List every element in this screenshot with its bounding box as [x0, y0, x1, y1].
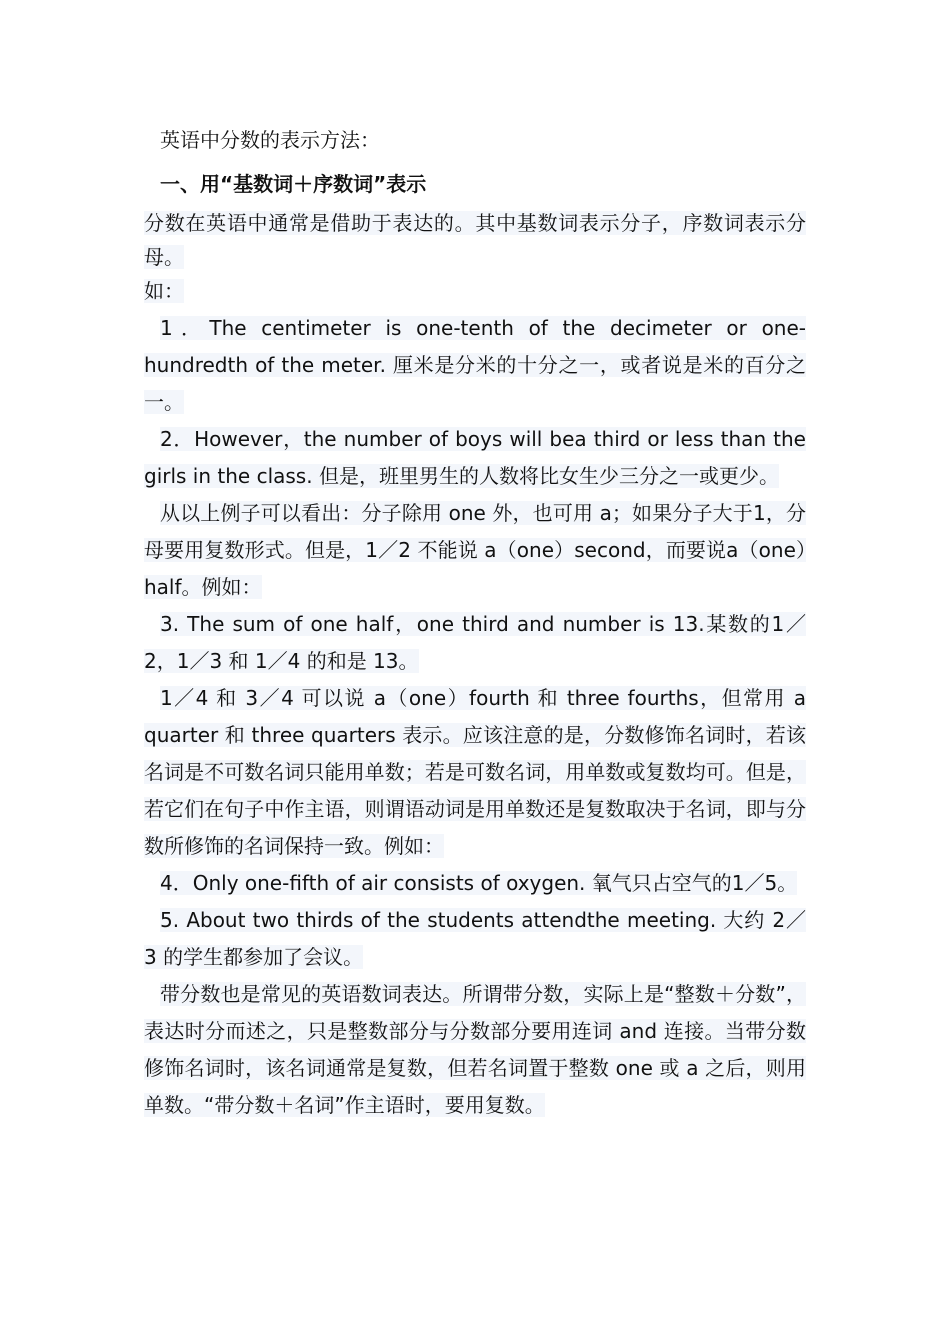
paragraph-intro-text: 分数在英语中通常是借助于表达的。其中基数词表示分子，序数词表示分母。 — [144, 211, 806, 269]
paragraph-mixed-fractions — [144, 976, 806, 1124]
example-2 — [144, 421, 806, 495]
paragraph-mixed-fractions-text: 带分数也是常见的英语数词表达。所谓带分数，实际上是“整数＋分数”，表达时分而述之，只是整数部分与分数部分要用连词 and 连接。当带分数修饰名词时，该名词通常是复数，但若名词置于整数 one 或 a 之后，则用单数。“带分数＋名词”作主语时，要用复数。 — [144, 982, 806, 1117]
example-3-text: 3. The sum of one half，one third and number is 13.某数的1／2，1／3 和 1／4 的和是 13。 — [144, 612, 806, 673]
paragraph-quarter — [144, 680, 806, 865]
section-heading-text: 一、用“基数词＋序数词”表示 — [160, 172, 427, 196]
paragraph-intro — [144, 206, 806, 274]
example-3 — [144, 606, 806, 680]
example-4-text: 4．Only one-fifth of air consists of oxygen. 氧气只占空气的1／5。 — [160, 871, 798, 895]
example-4 — [144, 865, 806, 902]
document-body — [144, 118, 806, 1124]
example-1-text: 1．The centimeter is one-tenth of the decimeter or one-hundredth of the meter. 厘米是分米的十分之一，或者说是米的百分之一。 — [144, 316, 806, 414]
document-title — [144, 118, 806, 162]
paragraph-ru-text: 如： — [144, 279, 184, 303]
example-5 — [144, 902, 806, 976]
section-heading — [144, 162, 806, 206]
paragraph-quarter-text: 1／4 和 3／4 可以说 a（one）fourth 和 three fourths，但常用 a quarter 和 three quarters 表示。应该注意的是，分数修饰名词时，若该名词是不可数名词只能用单数；若是可数名词，用单数或复数均可。但是，若它们在句子中作主语，则谓语动词是用单数还是复数取决于名词，即与分数所修饰的名词保持一致。例如： — [144, 686, 806, 858]
example-1 — [144, 310, 806, 421]
paragraph-note — [144, 495, 806, 606]
example-2-text: 2．However，the number of boys will bea third or less than the girls in the class. 但是，班里男生的人数将比女生少三分之一或更少。 — [144, 427, 806, 488]
example-5-text: 5. About two thirds of the students attendthe meeting. 大约 2／3 的学生都参加了会议。 — [144, 908, 806, 969]
paragraph-note-text: 从以上例子可以看出：分子除用 one 外，也可用 a；如果分子大于1，分母要用复数形式。但是，1／2 不能说 a（one）second，而要说a（one）half。例如： — [144, 501, 806, 599]
document-title-text: 英语中分数的表示方法： — [160, 128, 380, 152]
paragraph-ru — [144, 274, 806, 308]
